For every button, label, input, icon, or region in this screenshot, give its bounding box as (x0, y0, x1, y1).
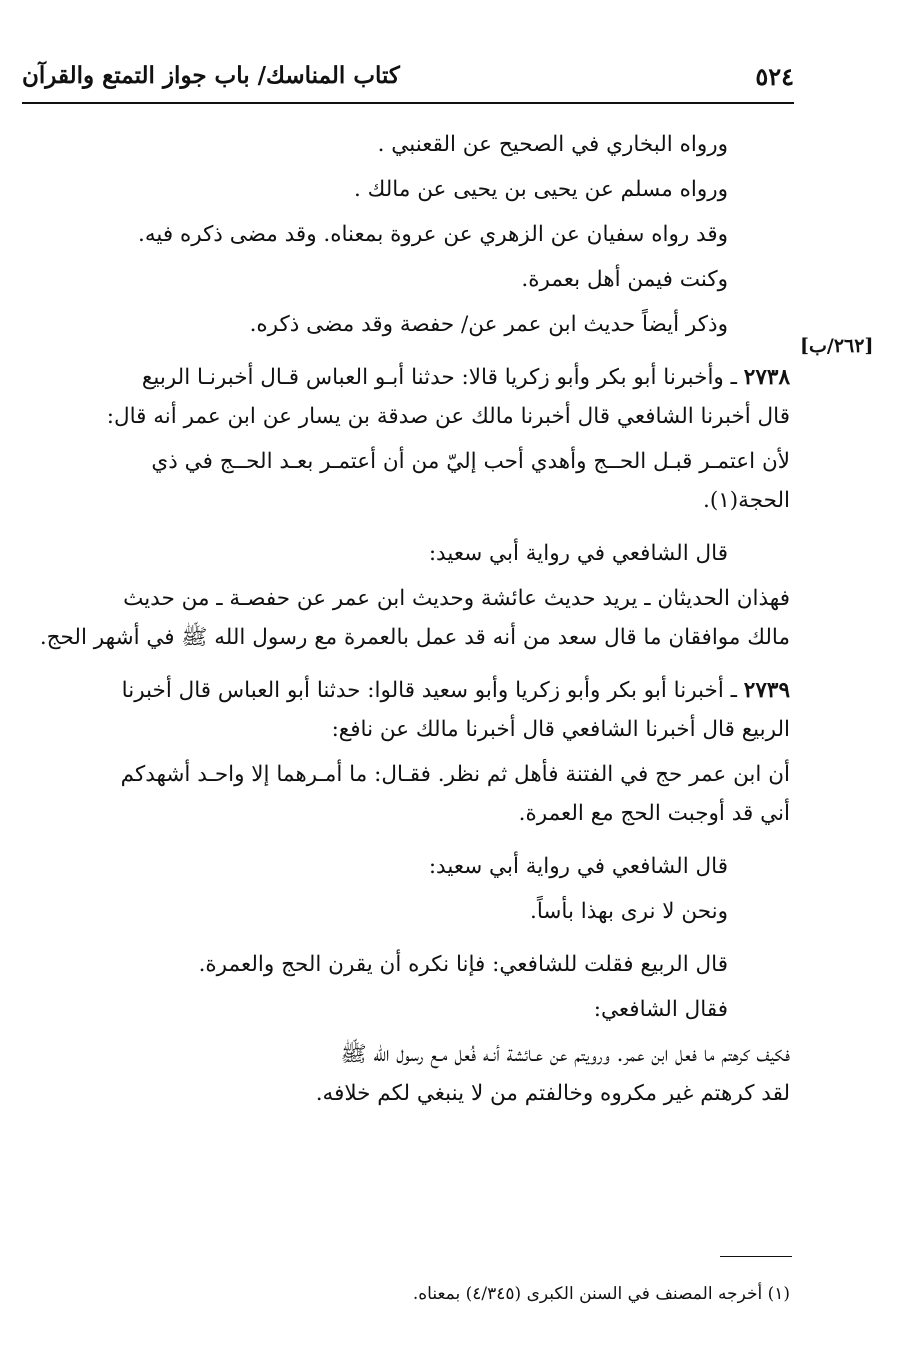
paragraph: ورواه البخاري في الصحيح عن القعنبي . (377, 132, 728, 157)
margin-folio-note: [٢٦٢/ب] (800, 335, 874, 357)
header-rule (22, 102, 794, 104)
paragraph: قال الربيع فقلت للشافعي: فإنا نكره أن يقرن الحج والعمرة. (198, 952, 728, 977)
hadith-2738: ٢٧٣٨ ـ وأخبرنا أبو بكر وأبو زكريا قالا: حدثنا أبـو العباس قـال أخبرنـا الربيع قال أخبرنا الشافعي قال أخبرنا مالك عن صدقة بن يسار عن ابن عمر أنه قال: (106, 365, 790, 429)
hadith-number: ٢٧٣٨ (743, 365, 790, 390)
paragraph: أن ابن عمر حج في الفتنة فأهل ثم نظر. فقـال: ما أمـرهما إلا واحـد أشهدكم أني قد أوجبت الحج مع العمرة. (120, 762, 790, 826)
page-header (22, 58, 794, 98)
paragraph: وقد رواه سفيان عن الزهري عن عروة بمعناه. وقد مضى ذكره فيه. (137, 222, 728, 247)
page-number: ٥٢٤ (755, 62, 794, 91)
paragraph: لأن اعتمـر قبـل الحــج وأهدي أحب إليّ من أن أعتمـر بعـد الحــج في ذي الحجة(١). (151, 449, 790, 513)
paragraph: قال الشافعي في رواية أبي سعيد: (428, 541, 728, 566)
paragraph: فكيف كرهتم ما فعل ابن عمر. ورويتم عن عـائشة أنـه فُعل مـع رسول الله ﷺ لقد كرهتم غير مكروه وخالفتم من لا ينبغي لكم خلافه. (315, 1042, 790, 1106)
footnote: (١) أخرجه المصنف في السنن الكبرى (٤/٣٤٥) بمعناه. (412, 1284, 790, 1304)
hadith-number: ٢٧٣٩ (743, 678, 790, 703)
paragraph: فقال الشافعي: (593, 997, 728, 1022)
paragraph: ورواه مسلم عن يحيى بن يحيى عن مالك . (353, 177, 728, 202)
paragraph: فهذان الحديثان ـ يريد حديث عائشة وحديث ابن عمر عن حفصـة ـ من حديث مالك موافقان ما قال سعد من أنه قد عمل بالعمرة مع رسول الله ﷺ في أشهر الحج. (39, 586, 790, 650)
hadith-2739: ٢٧٣٩ ـ أخبرنا أبو بكر وأبو زكريا وأبو سعيد قالوا: حدثنا أبو العباس قال أخبرنا الربيع قال أخبرنا الشافعي قال أخبرنا مالك عن نافع: (121, 678, 790, 742)
paragraph: قال الشافعي في رواية أبي سعيد: (428, 854, 728, 879)
paragraph: وكنت فيمن أهل بعمرة. (521, 267, 728, 292)
running-title: كتاب المناسك/ باب جواز التمتع والقرآن (22, 62, 400, 89)
paragraph: ونحن لا نرى بهذا بأساً. (530, 899, 728, 924)
main-text (34, 125, 790, 1119)
footnote-separator (720, 1256, 792, 1257)
paragraph: وذكر أيضاً حديث ابن عمر عن/ حفصة وقد مضى ذكره. (249, 312, 728, 337)
